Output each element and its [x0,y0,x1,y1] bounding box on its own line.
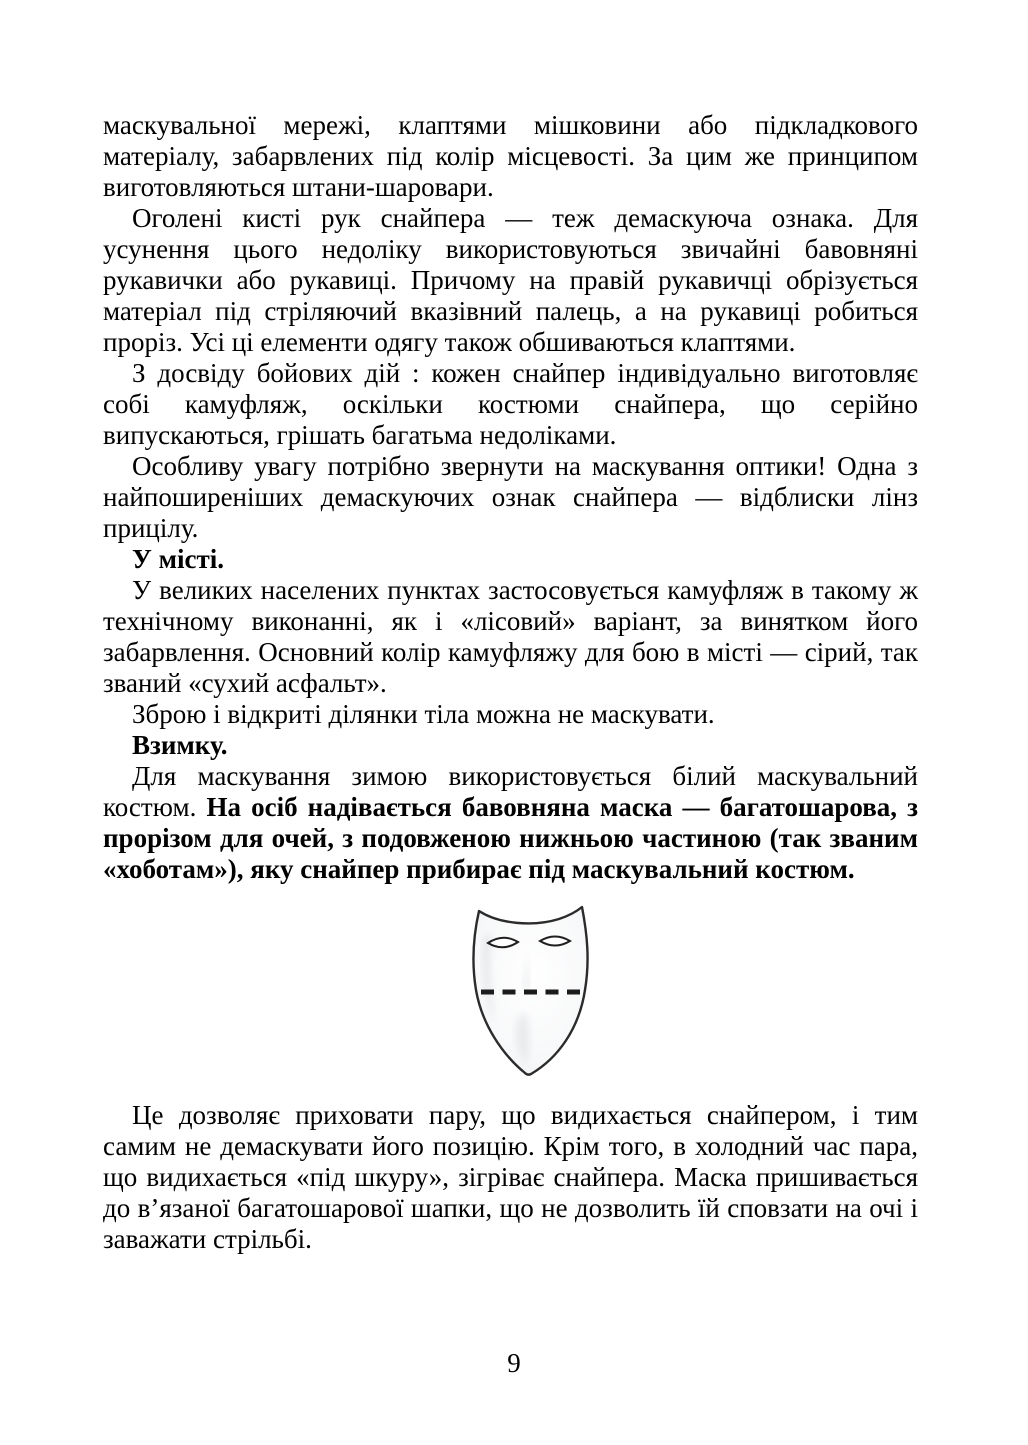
paragraph-city-camo: У великих населених пунктах застосовується камуфляж в такому ж технічному виконанні, як і «лісовий» варіант, за винятком його забарвлення. Основний колір камуфляжу для бою в місті — сірий, так званий «сухий асфальт». [103,575,918,698]
paragraph-optics: Особливу увагу потрібно звернути на маскування оптики! Одна з найпоширеніших демаскуючих ознак снайпера — відблиски лінз прицілу. [103,451,918,543]
paragraph-hands: Оголені кисті рук снайпера — теж демаскуюча ознака. Для усунення цього недоліку використовуються звичайні бавовняні рукавички або рукавиці. Причому на правій рукавичці обрізується матеріал під стріляючий вказівний палець, а на рукавиці робиться проріз. Усі ці елементи одягу також обшиваються клаптями. [103,203,918,357]
paragraph-winter-mask [103,761,918,885]
paragraph-winter-mask-regular: Для маскування зимою використовується білий маскувальний костюм. [103,761,918,822]
paragraph-experience: З досвіду бойових дій : кожен снайпер індивідуально виготовляє собі камуфляж, оскільки костюми снайпера, що серійно випускаються, грішать багатьма недоліками. [103,358,918,450]
paragraph-winter-mask-bold: На осіб надівається бавовняна маска — багатошарова, з прорізом для очей, з подовженою нижньою частиною (так званим «хоботам»), яку снайпер прибирає під маскувальний костюм. [103,792,918,884]
winter-mask-figure [103,905,918,1077]
page-body [103,110,918,1255]
mask-right-eye-hole [540,937,570,946]
section-heading-city: У місті. [132,544,224,574]
page-number: 9 [507,1348,521,1378]
paragraph-weapon: Зброю і відкриті ділянки тіла можна не маскувати. [132,699,715,729]
paragraph-netting: маскувальної мережі, клаптями мішковини або підкладкового матеріалу, забарвлених під колір місцевості. За цим же принципом виготовляються штани-шаровари. [103,110,918,202]
paragraph-breath: Це дозволяє приховати пару, що видихається снайпером, і тим самим не демаскувати його позицію. Крім того, в холодний час пара, що видихається «під шкуру», зігріває снайпера. Маска пришивається до в’язаної багатошарової шапки, що не дозволить їй сповзати на очі і заважати стрільбі. [103,1100,918,1254]
section-heading-winter: Взимку. [132,730,228,760]
winter-mask-illustration [471,905,590,1077]
